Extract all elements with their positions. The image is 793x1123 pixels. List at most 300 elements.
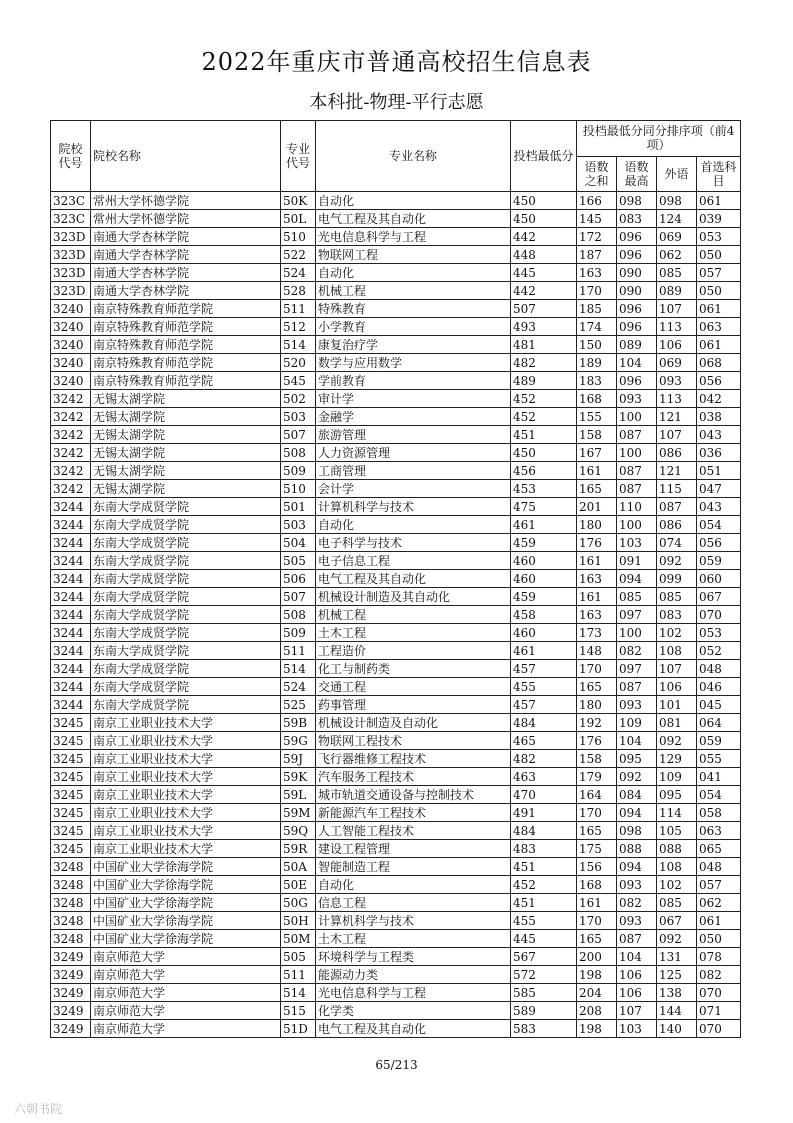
cell-min-score: 482: [511, 750, 577, 768]
cell-school-name: 中国矿业大学徐海学院: [91, 930, 281, 948]
cell-major-name: 自动化: [316, 516, 511, 534]
table-row: [51, 282, 741, 300]
table-row: [51, 192, 741, 210]
cell-waiyu: 121: [657, 408, 697, 426]
cell-school-code: 3245: [51, 786, 91, 804]
cell-major-name: 化工与制药类: [316, 660, 511, 678]
cell-major-name: 人工智能工程技术: [316, 822, 511, 840]
cell-yushu: 165: [577, 822, 617, 840]
cell-major-code: 51D: [281, 1020, 316, 1038]
watermark: 六朝书院: [14, 1102, 63, 1116]
table-row: [51, 516, 741, 534]
cell-major-code: 509: [281, 624, 316, 642]
cell-min-score: 493: [511, 318, 577, 336]
cell-yushu: 148: [577, 642, 617, 660]
cell-school-name: 中国矿业大学徐海学院: [91, 912, 281, 930]
cell-major-name: 自动化: [316, 264, 511, 282]
cell-shuxue: 090: [617, 282, 657, 300]
cell-school-code: 3244: [51, 624, 91, 642]
table-row: [51, 912, 741, 930]
cell-school-code: 3249: [51, 984, 91, 1002]
cell-school-name: 无锡太湖学院: [91, 408, 281, 426]
cell-shouxuan: 061: [697, 192, 741, 210]
cell-min-score: 583: [511, 1020, 577, 1038]
cell-school-code: 3242: [51, 408, 91, 426]
cell-min-score: 452: [511, 876, 577, 894]
cell-waiyu: 069: [657, 354, 697, 372]
cell-yushu: 161: [577, 552, 617, 570]
cell-shouxuan: 063: [697, 318, 741, 336]
table-row: [51, 732, 741, 750]
cell-shouxuan: 043: [697, 498, 741, 516]
cell-school-name: 南京师范大学: [91, 1020, 281, 1038]
cell-waiyu: 089: [657, 282, 697, 300]
cell-shouxuan: 043: [697, 426, 741, 444]
cell-waiyu: 086: [657, 516, 697, 534]
table-row: [51, 714, 741, 732]
cell-school-code: 3242: [51, 426, 91, 444]
cell-min-score: 475: [511, 498, 577, 516]
cell-school-name: 南京工业职业技术大学: [91, 768, 281, 786]
cell-yushu: 164: [577, 786, 617, 804]
cell-school-name: 南京师范大学: [91, 966, 281, 984]
cell-shouxuan: 054: [697, 516, 741, 534]
header-yushu: 语数之和: [577, 156, 617, 192]
cell-waiyu: 107: [657, 300, 697, 318]
table-row: [51, 786, 741, 804]
cell-waiyu: 088: [657, 840, 697, 858]
table-row: [51, 840, 741, 858]
cell-school-name: 南通大学杏林学院: [91, 264, 281, 282]
table-body: [51, 192, 741, 1038]
cell-shouxuan: 070: [697, 984, 741, 1002]
cell-school-code: 3248: [51, 858, 91, 876]
cell-shuxue: 082: [617, 894, 657, 912]
cell-major-name: 化学类: [316, 1002, 511, 1020]
cell-waiyu: 106: [657, 678, 697, 696]
table-row: [51, 660, 741, 678]
table-row: [51, 984, 741, 1002]
cell-shouxuan: 059: [697, 552, 741, 570]
cell-major-code: 522: [281, 246, 316, 264]
cell-major-code: 511: [281, 300, 316, 318]
cell-yushu: 161: [577, 588, 617, 606]
table-row: [51, 354, 741, 372]
cell-major-name: 物联网工程技术: [316, 732, 511, 750]
cell-shuxue: 093: [617, 876, 657, 894]
cell-min-score: 572: [511, 966, 577, 984]
cell-school-code: 3248: [51, 912, 91, 930]
cell-school-code: 323D: [51, 264, 91, 282]
cell-waiyu: 131: [657, 948, 697, 966]
cell-waiyu: 121: [657, 462, 697, 480]
cell-shuxue: 098: [617, 192, 657, 210]
cell-yushu: 173: [577, 624, 617, 642]
cell-yushu: 167: [577, 444, 617, 462]
cell-major-name: 机械工程: [316, 606, 511, 624]
cell-school-code: 3244: [51, 516, 91, 534]
cell-school-code: 323D: [51, 282, 91, 300]
cell-min-score: 453: [511, 480, 577, 498]
cell-shuxue: 109: [617, 714, 657, 732]
cell-waiyu: 085: [657, 264, 697, 282]
table-row: [51, 588, 741, 606]
cell-major-code: 502: [281, 390, 316, 408]
cell-major-code: 59Q: [281, 822, 316, 840]
cell-shuxue: 093: [617, 696, 657, 714]
cell-waiyu: 083: [657, 606, 697, 624]
cell-waiyu: 081: [657, 714, 697, 732]
cell-school-name: 无锡太湖学院: [91, 462, 281, 480]
cell-shouxuan: 060: [697, 570, 741, 588]
cell-shuxue: 106: [617, 984, 657, 1002]
cell-school-code: 3244: [51, 498, 91, 516]
cell-major-name: 土木工程: [316, 930, 511, 948]
cell-min-score: 458: [511, 606, 577, 624]
table-row: [51, 408, 741, 426]
cell-shouxuan: 061: [697, 912, 741, 930]
cell-shuxue: 103: [617, 534, 657, 552]
cell-shouxuan: 056: [697, 372, 741, 390]
cell-school-name: 南京工业职业技术大学: [91, 822, 281, 840]
cell-yushu: 161: [577, 894, 617, 912]
cell-major-code: 508: [281, 606, 316, 624]
cell-min-score: 484: [511, 714, 577, 732]
cell-shouxuan: 067: [697, 588, 741, 606]
table-row: [51, 462, 741, 480]
cell-school-name: 东南大学成贤学院: [91, 624, 281, 642]
cell-major-name: 电子信息工程: [316, 552, 511, 570]
cell-major-code: 50E: [281, 876, 316, 894]
cell-yushu: 145: [577, 210, 617, 228]
cell-waiyu: 102: [657, 876, 697, 894]
cell-shuxue: 094: [617, 804, 657, 822]
cell-school-name: 南通大学杏林学院: [91, 228, 281, 246]
cell-min-score: 491: [511, 804, 577, 822]
cell-shouxuan: 050: [697, 282, 741, 300]
cell-min-score: 451: [511, 894, 577, 912]
cell-yushu: 185: [577, 300, 617, 318]
cell-shouxuan: 045: [697, 696, 741, 714]
cell-major-name: 小学教育: [316, 318, 511, 336]
cell-shouxuan: 059: [697, 732, 741, 750]
table-row: [51, 390, 741, 408]
cell-shouxuan: 039: [697, 210, 741, 228]
cell-shuxue: 098: [617, 822, 657, 840]
cell-waiyu: 085: [657, 894, 697, 912]
cell-yushu: 155: [577, 408, 617, 426]
cell-school-code: 3249: [51, 948, 91, 966]
cell-major-name: 光电信息科学与工程: [316, 228, 511, 246]
cell-major-code: 514: [281, 660, 316, 678]
cell-min-score: 589: [511, 1002, 577, 1020]
cell-shouxuan: 052: [697, 642, 741, 660]
cell-shouxuan: 048: [697, 660, 741, 678]
cell-school-code: 3244: [51, 678, 91, 696]
header-major-code: 专业代号: [281, 121, 316, 192]
cell-shuxue: 094: [617, 570, 657, 588]
cell-yushu: 201: [577, 498, 617, 516]
header-school-code: 院校代号: [51, 121, 91, 192]
cell-major-name: 汽车服务工程技术: [316, 768, 511, 786]
cell-school-code: 3240: [51, 354, 91, 372]
page-number: 65/213: [375, 1058, 418, 1072]
header-min-score: 投档最低分: [511, 121, 577, 192]
cell-school-code: 3245: [51, 822, 91, 840]
cell-school-code: 3248: [51, 930, 91, 948]
cell-school-code: 3249: [51, 1020, 91, 1038]
header-shouxuan: 首选科目: [697, 156, 741, 192]
cell-waiyu: 113: [657, 318, 697, 336]
cell-min-score: 442: [511, 282, 577, 300]
cell-shuxue: 089: [617, 336, 657, 354]
table-row: [51, 606, 741, 624]
cell-yushu: 180: [577, 696, 617, 714]
table-row: [51, 480, 741, 498]
cell-min-score: 461: [511, 642, 577, 660]
cell-major-name: 学前教育: [316, 372, 511, 390]
cell-shouxuan: 068: [697, 354, 741, 372]
cell-major-name: 电子科学与技术: [316, 534, 511, 552]
cell-shuxue: 100: [617, 624, 657, 642]
cell-waiyu: 099: [657, 570, 697, 588]
cell-shuxue: 104: [617, 354, 657, 372]
cell-waiyu: 114: [657, 804, 697, 822]
cell-waiyu: 092: [657, 930, 697, 948]
cell-waiyu: 086: [657, 444, 697, 462]
cell-school-code: 3245: [51, 732, 91, 750]
cell-waiyu: 062: [657, 246, 697, 264]
cell-major-code: 525: [281, 696, 316, 714]
cell-major-code: 511: [281, 642, 316, 660]
cell-shouxuan: 055: [697, 750, 741, 768]
cell-yushu: 150: [577, 336, 617, 354]
cell-yushu: 175: [577, 840, 617, 858]
cell-shouxuan: 064: [697, 714, 741, 732]
cell-min-score: 448: [511, 246, 577, 264]
cell-waiyu: 106: [657, 336, 697, 354]
cell-major-name: 计算机科学与技术: [316, 498, 511, 516]
table-row: [51, 444, 741, 462]
cell-major-code: 506: [281, 570, 316, 588]
cell-waiyu: 140: [657, 1020, 697, 1038]
cell-shouxuan: 062: [697, 894, 741, 912]
cell-min-score: 450: [511, 210, 577, 228]
cell-shuxue: 095: [617, 750, 657, 768]
cell-school-name: 南京工业职业技术大学: [91, 786, 281, 804]
cell-school-name: 南京特殊教育师范学院: [91, 318, 281, 336]
cell-yushu: 172: [577, 228, 617, 246]
cell-min-score: 455: [511, 912, 577, 930]
cell-major-name: 信息工程: [316, 894, 511, 912]
cell-major-name: 飞行器维修工程技术: [316, 750, 511, 768]
cell-shuxue: 096: [617, 300, 657, 318]
cell-major-code: 524: [281, 264, 316, 282]
cell-waiyu: 093: [657, 372, 697, 390]
cell-min-score: 457: [511, 660, 577, 678]
cell-major-name: 电气工程及其自动化: [316, 210, 511, 228]
cell-min-score: 445: [511, 930, 577, 948]
cell-school-name: 无锡太湖学院: [91, 444, 281, 462]
cell-shouxuan: 054: [697, 786, 741, 804]
cell-shuxue: 096: [617, 228, 657, 246]
cell-school-name: 南京师范大学: [91, 1002, 281, 1020]
cell-yushu: 165: [577, 930, 617, 948]
cell-major-name: 建设工程管理: [316, 840, 511, 858]
cell-min-score: 585: [511, 984, 577, 1002]
cell-major-code: 505: [281, 948, 316, 966]
cell-school-name: 东南大学成贤学院: [91, 570, 281, 588]
cell-school-name: 东南大学成贤学院: [91, 534, 281, 552]
cell-school-name: 东南大学成贤学院: [91, 516, 281, 534]
cell-yushu: 161: [577, 462, 617, 480]
table-row: [51, 822, 741, 840]
cell-major-code: 59M: [281, 804, 316, 822]
table-row: [51, 768, 741, 786]
cell-min-score: 460: [511, 624, 577, 642]
cell-school-name: 南京特殊教育师范学院: [91, 372, 281, 390]
table-row: [51, 966, 741, 984]
cell-waiyu: 105: [657, 822, 697, 840]
cell-major-name: 康复治疗学: [316, 336, 511, 354]
cell-shuxue: 093: [617, 912, 657, 930]
header-tie-group: 投档最低分同分排序项（前4项）: [577, 121, 741, 157]
cell-school-name: 南京工业职业技术大学: [91, 714, 281, 732]
cell-shuxue: 096: [617, 246, 657, 264]
cell-school-name: 南京工业职业技术大学: [91, 750, 281, 768]
cell-min-score: 463: [511, 768, 577, 786]
cell-major-name: 光电信息科学与工程: [316, 984, 511, 1002]
cell-major-code: 509: [281, 462, 316, 480]
cell-school-code: 3245: [51, 750, 91, 768]
table-row: [51, 858, 741, 876]
cell-major-code: 520: [281, 354, 316, 372]
cell-school-code: 3245: [51, 804, 91, 822]
cell-school-code: 3242: [51, 444, 91, 462]
cell-min-score: 470: [511, 786, 577, 804]
cell-school-code: 3240: [51, 336, 91, 354]
cell-major-code: 501: [281, 498, 316, 516]
cell-yushu: 166: [577, 192, 617, 210]
cell-yushu: 192: [577, 714, 617, 732]
table-row: [51, 336, 741, 354]
cell-shouxuan: 065: [697, 840, 741, 858]
cell-waiyu: 113: [657, 390, 697, 408]
cell-school-code: 3244: [51, 606, 91, 624]
cell-shouxuan: 038: [697, 408, 741, 426]
cell-major-code: 504: [281, 534, 316, 552]
cell-major-code: 503: [281, 516, 316, 534]
cell-school-name: 南京工业职业技术大学: [91, 804, 281, 822]
cell-waiyu: 129: [657, 750, 697, 768]
cell-major-name: 机械设计制造及自动化: [316, 714, 511, 732]
cell-shuxue: 104: [617, 732, 657, 750]
cell-waiyu: 085: [657, 588, 697, 606]
table-row: [51, 426, 741, 444]
cell-shouxuan: 041: [697, 768, 741, 786]
cell-major-name: 金融学: [316, 408, 511, 426]
table-row: [51, 930, 741, 948]
cell-min-score: 489: [511, 372, 577, 390]
cell-major-code: 59L: [281, 786, 316, 804]
cell-yushu: 170: [577, 804, 617, 822]
cell-major-name: 特殊教育: [316, 300, 511, 318]
table-row: [51, 624, 741, 642]
cell-shouxuan: 063: [697, 822, 741, 840]
table-row: [51, 300, 741, 318]
cell-yushu: 180: [577, 516, 617, 534]
cell-major-name: 自动化: [316, 192, 511, 210]
cell-major-name: 数学与应用数学: [316, 354, 511, 372]
cell-shuxue: 097: [617, 606, 657, 624]
cell-waiyu: 108: [657, 858, 697, 876]
cell-yushu: 165: [577, 678, 617, 696]
cell-shuxue: 087: [617, 678, 657, 696]
cell-major-code: 59B: [281, 714, 316, 732]
cell-shouxuan: 058: [697, 804, 741, 822]
cell-min-score: 451: [511, 858, 577, 876]
cell-school-code: 323C: [51, 210, 91, 228]
cell-min-score: 451: [511, 426, 577, 444]
cell-major-name: 交通工程: [316, 678, 511, 696]
cell-shuxue: 100: [617, 408, 657, 426]
cell-school-name: 南京特殊教育师范学院: [91, 354, 281, 372]
cell-shouxuan: 048: [697, 858, 741, 876]
table-row: [51, 750, 741, 768]
table-row: [51, 678, 741, 696]
header-major-name: 专业名称: [316, 121, 511, 192]
cell-school-name: 南京师范大学: [91, 948, 281, 966]
cell-yushu: 163: [577, 606, 617, 624]
cell-min-score: 482: [511, 354, 577, 372]
cell-shuxue: 084: [617, 786, 657, 804]
table-row: [51, 876, 741, 894]
cell-waiyu: 138: [657, 984, 697, 1002]
cell-major-name: 工商管理: [316, 462, 511, 480]
cell-school-name: 南京工业职业技术大学: [91, 840, 281, 858]
cell-waiyu: 101: [657, 696, 697, 714]
table-row: [51, 570, 741, 588]
table-row: [51, 696, 741, 714]
cell-school-name: 无锡太湖学院: [91, 480, 281, 498]
cell-major-code: 524: [281, 678, 316, 696]
cell-yushu: 176: [577, 732, 617, 750]
cell-major-name: 自动化: [316, 876, 511, 894]
cell-school-code: 3244: [51, 534, 91, 552]
cell-shouxuan: 071: [697, 1002, 741, 1020]
header-school-name: 院校名称: [91, 121, 281, 192]
cell-shouxuan: 050: [697, 246, 741, 264]
cell-shuxue: 093: [617, 390, 657, 408]
cell-shuxue: 085: [617, 588, 657, 606]
cell-shouxuan: 042: [697, 390, 741, 408]
cell-shuxue: 100: [617, 444, 657, 462]
cell-waiyu: 108: [657, 642, 697, 660]
header-waiyu: 外语: [657, 156, 697, 192]
cell-waiyu: 124: [657, 210, 697, 228]
cell-school-name: 东南大学成贤学院: [91, 660, 281, 678]
cell-yushu: 189: [577, 354, 617, 372]
cell-school-code: 3244: [51, 642, 91, 660]
cell-school-code: 3249: [51, 1002, 91, 1020]
cell-school-code: 3245: [51, 714, 91, 732]
cell-shuxue: 082: [617, 642, 657, 660]
cell-major-code: 50K: [281, 192, 316, 210]
cell-shuxue: 110: [617, 498, 657, 516]
cell-yushu: 208: [577, 1002, 617, 1020]
cell-waiyu: 107: [657, 426, 697, 444]
table-row: [51, 534, 741, 552]
